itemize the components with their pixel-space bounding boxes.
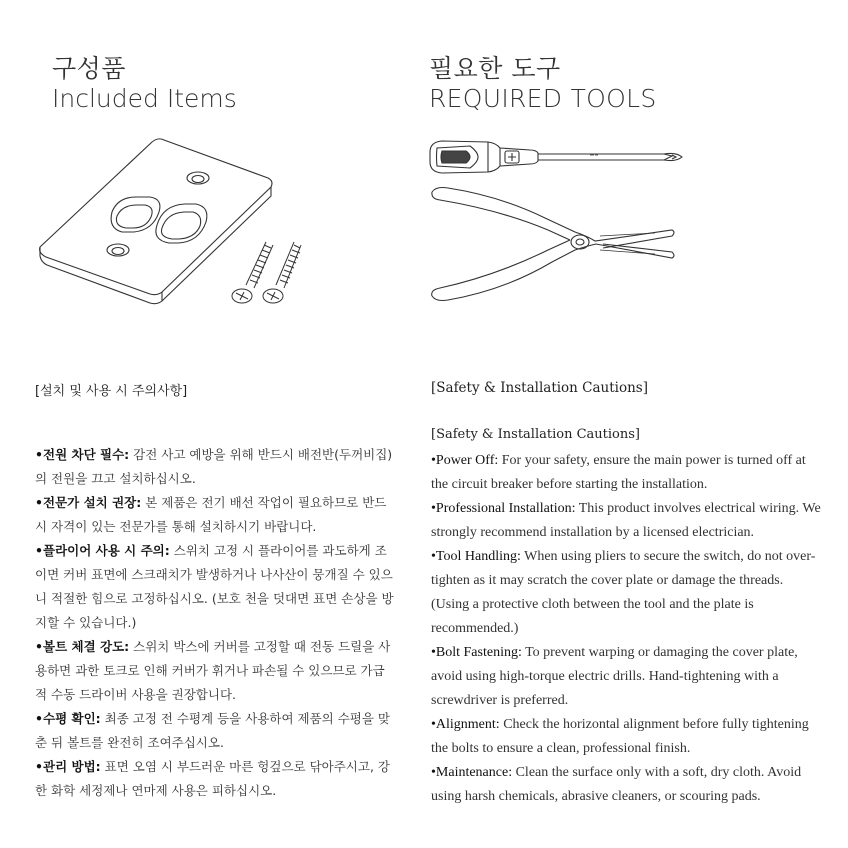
list-item (35, 635, 395, 707)
included-title-ko: 구성품 (52, 54, 126, 83)
ko-item-body: 스위치 고정 시 플라이어를 과도하게 조이면 커버 표면에 스크래치가 발생하거나 나사산이 뭉개질 수 있으니 적절한 힘으로 고정하십시오. (보호 천을 덧대면 표면 손상을 방지할 수 있습니다.) (35, 543, 394, 630)
en-item-head: •Professional Installation: (431, 501, 576, 516)
en-item-head: •Maintenance: (431, 765, 513, 780)
ko-item-head: •전원 차단 필수: (35, 447, 130, 462)
en-item-head: •Tool Handling: (431, 549, 521, 564)
tools-title-ko: 필요한 도구 (429, 54, 561, 83)
ko-item-body: 표면 오염 시 부드러운 마른 헝겊으로 닦아주시고, 강한 화학 세정제나 연마제 사용은 피하십시오. (35, 759, 390, 798)
ko-item-head: •볼트 체결 강도: (35, 639, 130, 654)
included-title-en: Included Items (52, 84, 237, 113)
list-item (431, 497, 823, 545)
ko-item-head: •전문가 설치 권장: (35, 495, 142, 510)
list-item (431, 449, 823, 497)
ko-item-body: 최종 고정 전 수평계 등을 사용하여 제품의 수평을 맞춘 뒤 볼트를 완전히 조여주십시오. (35, 711, 390, 750)
ko-item-head: •관리 방법: (35, 759, 101, 774)
en-item-body: Clean the surface only with a soft, dry cloth. Avoid using harsh chemicals, abrasive cleaners, or scouring pads. (431, 765, 802, 804)
screw-1 (232, 242, 273, 303)
en-item-body: For your safety, ensure the main power is turned off at the circuit breaker before starting the installation. (431, 453, 806, 492)
list-item (35, 707, 395, 755)
tools-title-en: REQUIRED TOOLS (429, 84, 657, 113)
en-item-body: To prevent warping or damaging the cover plate, avoid using high-torque electric drills. Hand-tightening with a screwdriver is preferred. (431, 645, 798, 708)
screwdriver-illustration (430, 141, 682, 173)
ko-item-body: 감전 사고 예방을 위해 반드시 배전반(두꺼비집)의 전원을 끄고 설치하십시오. (35, 447, 393, 486)
en-item-body: Check the horizontal alignment before fully tightening the bolts to ensure a clean, professional finish. (431, 717, 809, 756)
list-item (35, 491, 395, 539)
list-item (35, 755, 395, 803)
ko-item-body: 본 제품은 전기 배선 작업이 필요하므로 반드시 자격이 있는 전문가를 통해 설치하시기 바랍니다. (35, 495, 387, 534)
list-item (431, 713, 823, 761)
included-header (52, 54, 237, 114)
en-section-title: [Safety & Installation Cautions] (431, 380, 649, 396)
en-item-body: When using pliers to secure the switch, do not over-tighten as it may scratch the cover plate or damage the threads. (Using a protective cloth between the tool and the plate is recommended.) (431, 549, 816, 636)
ko-item-body: 스위치 박스에 커버를 고정할 때 전동 드릴을 사용하면 과한 토크로 인해 커버가 휘거나 파손될 수 있으므로 가급적 수동 드라이버 사용을 권장합니다. (35, 639, 391, 702)
list-item (431, 761, 823, 809)
list-item (35, 443, 395, 491)
en-item-head: •Power Off: (431, 453, 499, 468)
list-item (431, 641, 823, 713)
en-section-subtitle: [Safety & Installation Cautions] (431, 427, 640, 442)
ko-caution-list (35, 443, 395, 803)
en-caution-list (431, 449, 823, 809)
list-item (431, 545, 823, 641)
list-item (35, 539, 395, 635)
en-item-head: •Alignment: (431, 717, 500, 732)
ko-section-title: [설치 및 사용 시 주의사항] (35, 384, 188, 399)
screw-2 (263, 242, 301, 303)
en-item-head: •Bolt Fastening: (431, 645, 522, 660)
tools-header (429, 54, 657, 114)
en-item-body: This product involves electrical wiring. We strongly recommend installation by a licensed electrician. (431, 501, 821, 540)
ko-item-head: •수평 확인: (35, 711, 101, 726)
ko-item-head: •플라이어 사용 시 주의: (35, 543, 170, 558)
pliers-illustration (432, 188, 674, 301)
